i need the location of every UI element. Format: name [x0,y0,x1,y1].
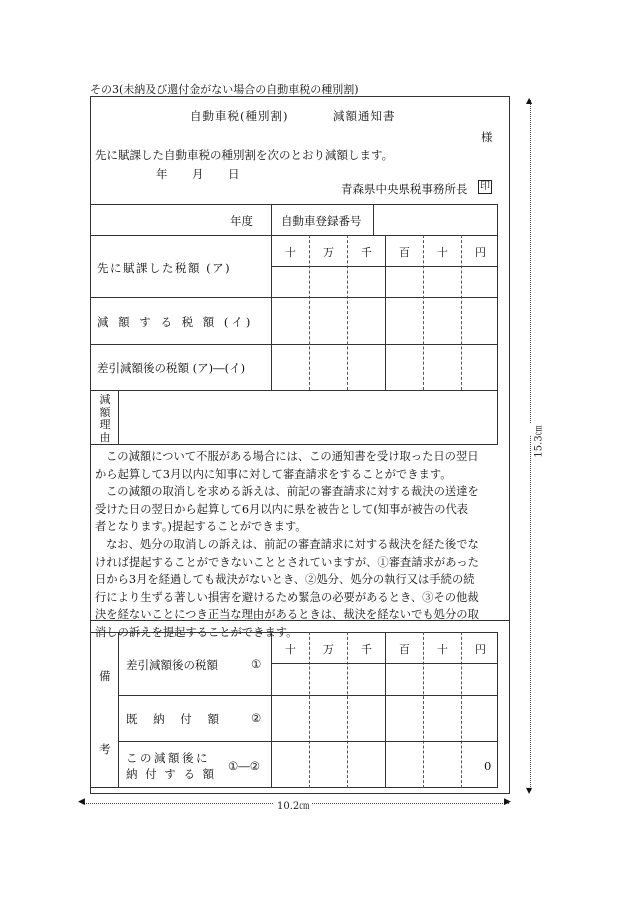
form-caption: その3(未納及び還付金がない場合の自動車税の種別割) [90,83,359,96]
digit-header-man: 万 [323,643,334,656]
registration-number-label: 自動車登録番号 [281,214,362,228]
para-line: 決を経ないことにつき正当な理由があるときは、裁決を経ないでも処分の取 [95,608,479,622]
digit-header-man: 万 [323,246,334,259]
para-line: この減額について不服がある場合には、この通知書を受け取った日の翌日 [106,450,479,463]
digit-header-yen: 円 [475,246,486,259]
row-due-label-1: この減額後に [126,751,210,765]
para-line: 行により生ずる著しい損害を避けるため緊急の必要があるとき、③その他裁 [95,590,479,604]
para-line: から起算して3月以内に知事に対して審査請求をすることができます。 [95,467,452,481]
row-due-mark: ①―② [228,759,261,773]
year-label: 年度 [230,214,253,228]
digit-header-ju2: 十 [437,246,448,259]
height-dimension-text [523,424,545,458]
arrow-up-icon: ▲ [526,96,533,105]
arrow-left-icon: ◀ [78,797,85,807]
para-line: 受けた日の翌日から起算して6月以内に県を被告として(知事が被告の代表 [95,502,469,516]
reduction-reason-label [96,394,114,444]
digit-header-sen: 千 [361,246,372,259]
row-reduction-amount: 減 額 す る 税 額 (イ) [97,315,254,329]
notice-text: 先に賦課した自動車税の種別割を次のとおり減額します。 [95,148,394,162]
digit-header-ju: 十 [285,643,296,656]
digit-header-yen: 円 [475,643,486,656]
height-dimension-line [530,100,531,791]
para-line: なお、処分の取消しの訴えは、前記の審査請求に対する裁決を経た後でな [106,537,479,551]
para-line: 日から3月を経過しても裁決がないとき、②処分、処分の執行又は手続の続 [95,573,475,587]
arrow-down-icon: ▼ [526,786,533,795]
row-net-tax-label: 差引減額後の税額 [126,658,218,672]
digit-header-hyaku: 百 [399,643,410,656]
reason-char: 額 [99,405,111,419]
row-due-label-2: 納 付 す る 額 [126,767,217,781]
date-day: 日 [228,167,240,181]
remarks-label-bottom: 考 [99,742,111,756]
title-tax-name: 自動車税(種別割) [190,109,289,123]
height-dimension-value: 15.3㎝ [533,425,545,458]
digit-header-sen: 千 [361,643,372,656]
width-dimension-text: 10.2㎝ [274,797,312,812]
para-line: 消しの訴えを提起することができます。 [95,625,298,639]
para-line: 者となります。)提起することができます。 [95,520,307,534]
remarks-label-top: 備 [99,669,111,683]
date-year: 年 [156,167,168,181]
row-net-tax-mark: ① [251,657,262,671]
reason-char: 減 [99,393,111,406]
para-line: ければ提起することができないこととされていますが、①審査請求があった [95,555,479,569]
issuer-name: 青森県中央県税事務所長 [341,182,468,196]
seal-mark: 印 [480,181,490,192]
digit-header-hyaku: 百 [399,246,410,259]
reason-char: 理 [99,418,111,431]
row-paid-label: 既 納 付 額 [126,712,225,726]
row-previous-tax: 先に賦課した税額 (ア) [97,261,232,275]
row-paid-mark: ② [251,711,262,725]
honorific-sama: 様 [481,130,493,144]
amount-due-value: 0 [484,759,492,773]
arrow-right-icon: ▶ [504,797,511,807]
digit-header-ju: 十 [285,246,296,259]
title-notice: 減額通知書 [333,109,396,123]
date-month: 月 [192,167,204,181]
digit-header-ju2: 十 [437,643,448,656]
para-line: この減額の取消しを求める訴えは、前記の審査請求に対する裁決の送達を [106,485,479,499]
appeal-text [95,448,505,642]
reason-char: 由 [99,430,111,444]
row-after-reduction: 差引減額後の税額 (ア)―(イ) [97,361,246,375]
